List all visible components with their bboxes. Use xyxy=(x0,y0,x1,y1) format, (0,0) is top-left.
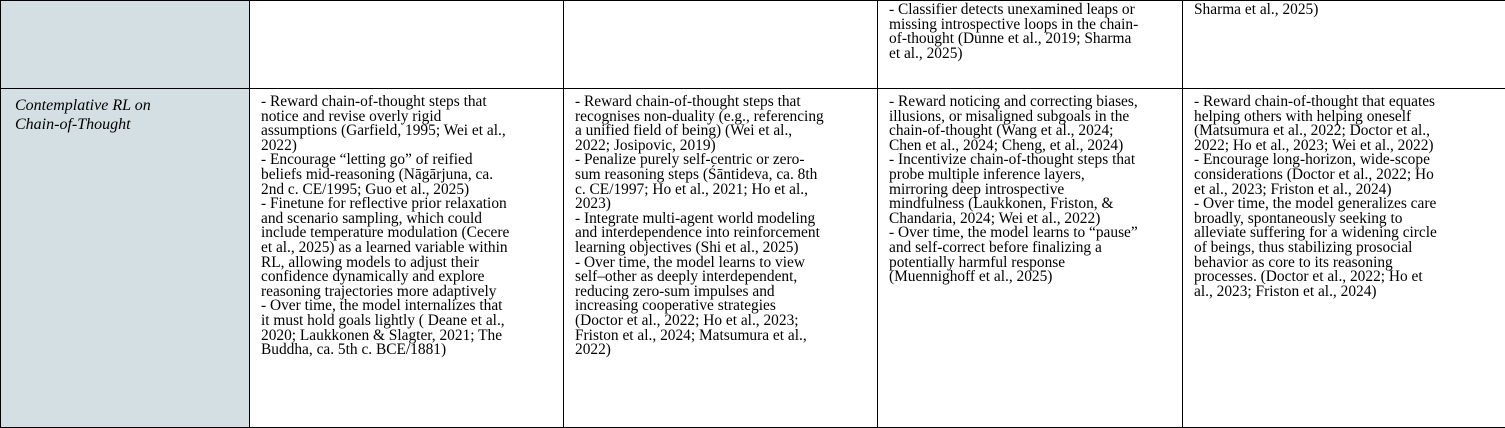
table-row-continued xyxy=(1,1,1505,89)
text-line: - Over time, the model internalizes that xyxy=(261,297,503,315)
text-line: it must hold goals lightly ( Deane et al., xyxy=(261,311,505,329)
cell-top-col2 xyxy=(564,1,878,89)
text-line: notice and revise overly rigid xyxy=(261,107,442,125)
text-line: 2022; Ho et al., 2023; Wei et al., 2022) xyxy=(1194,136,1434,154)
text-line: Buddha, ca. 5th c. BCE/1881) xyxy=(261,341,447,359)
text-line: self–other as deeply interdependent, xyxy=(575,268,798,286)
text-line: et al., 2025) xyxy=(889,44,963,62)
cell-top-col3 xyxy=(878,1,1183,89)
text-line: of beings, thus stabilizing prosocial xyxy=(1194,238,1413,256)
text-line: reasoning trajectories more adaptively xyxy=(261,282,497,300)
text-line: and interdependence into reinforcement xyxy=(575,224,820,242)
cell-main-col3 xyxy=(878,89,1183,428)
text-line: mindfulness (Laukkonen, Friston, & xyxy=(889,195,1114,213)
text-line: RL, allowing models to adjust their xyxy=(261,253,480,271)
text-line: - Reward chain-of-thought steps that xyxy=(575,93,801,110)
text-line: alleviate suffering for a widening circle xyxy=(1194,224,1437,242)
cell-lines xyxy=(1194,95,1495,299)
text-line: - Over time, the model learns to “pause” xyxy=(889,224,1138,242)
text-line: (Doctor et al., 2022; Ho et al., 2023; xyxy=(575,311,799,329)
text-line: - Encourage “letting go” of reified xyxy=(261,151,473,169)
text-line: al., 2023; Friston et al., 2024) xyxy=(1194,282,1377,300)
cell-lines xyxy=(889,3,1172,61)
cell-main-col2 xyxy=(564,89,878,428)
text-line: - Reward chain-of-thought steps that xyxy=(261,93,487,110)
text-line: mirroring deep introspective xyxy=(889,180,1065,198)
text-line: - Over time, the model learns to view xyxy=(575,253,805,271)
text-line: et al., 2025) as a learned variable within xyxy=(261,238,508,256)
text-line: of-thought (Dunne et al., 2019; Sharma xyxy=(889,30,1132,48)
text-line: - Finetune for reflective prior relaxation xyxy=(261,195,507,213)
text-line: 2022; Josipovic, 2019) xyxy=(575,136,716,154)
text-line: - Over time, the model generalizes care xyxy=(1194,195,1437,213)
text-line: confidence dynamically and explore xyxy=(261,268,485,286)
text-line: - Incentivize chain-of-thought steps that xyxy=(889,151,1136,169)
cell-main-col4 xyxy=(1183,89,1505,428)
text-line: (Matsumura et al., 2022; Doctor et al., xyxy=(1194,122,1430,140)
text-line: recognises non-duality (e.g., referencing xyxy=(575,107,824,125)
text-line: increasing cooperative strategies xyxy=(575,297,776,315)
text-line: Friston et al., 2024; Matsumura et al., xyxy=(575,326,807,344)
row-label-cell-empty xyxy=(1,1,250,89)
row-label-cell xyxy=(1,89,250,428)
text-line: (Muennighoff et al., 2025) xyxy=(889,268,1053,286)
cell-top-col1 xyxy=(250,1,564,89)
text-line: 2022) xyxy=(261,136,297,154)
text-line: - Penalize purely self-centric or zero- xyxy=(575,151,805,169)
cell-lines xyxy=(1194,3,1495,18)
text-line: c. CE/1997; Ho et al., 2021; Ho et al., xyxy=(575,180,808,198)
text-line: 2020; Laukkonen & Slagter, 2021; The xyxy=(261,326,503,344)
cell-lines xyxy=(261,95,553,358)
text-line: 2nd c. CE/1995; Guo et al., 2025) xyxy=(261,180,470,198)
text-line: 2022) xyxy=(575,341,611,359)
text-line: Chen et al., 2024; Cheng, et al., 2024) xyxy=(889,136,1124,154)
text-line: behavior as core to its reasoning xyxy=(1194,253,1393,271)
text-line: illusions, or misaligned subgoals in the xyxy=(889,107,1130,125)
text-line: probe multiple inference layers, xyxy=(889,165,1085,183)
text-line: chain-of-thought (Wang et al., 2024; xyxy=(889,122,1114,140)
cell-main-col1 xyxy=(250,89,564,428)
cell-top-col4 xyxy=(1183,1,1505,89)
row-label xyxy=(15,96,235,134)
text-line: include temperature modulation (Cecere xyxy=(261,224,510,242)
text-line: reducing zero-sum impulses and xyxy=(575,282,775,300)
cell-lines xyxy=(575,95,867,358)
table-row-contemplative-rl xyxy=(1,89,1505,428)
text-line: learning objectives (Shi et al., 2025) xyxy=(575,238,799,256)
text-line: considerations (Doctor et al., 2022; Ho xyxy=(1194,165,1434,183)
text-line: assumptions (Garfield, 1995; Wei et al., xyxy=(261,122,506,140)
text-line: missing introspective loops in the chain- xyxy=(889,15,1139,33)
text-line: - Integrate multi-agent world modeling xyxy=(575,209,816,227)
text-line: - Classifier detects unexamined leaps or xyxy=(889,1,1135,18)
text-line: - Encourage long-horizon, wide-scope xyxy=(1194,151,1430,169)
text-line: et al., 2023; Friston et al., 2024) xyxy=(1194,180,1392,198)
text-line: - Reward chain-of-thought that equates xyxy=(1194,93,1436,110)
text-line: Chandaria, 2024; Wei et al., 2022) xyxy=(889,209,1101,227)
text-line: potentially harmful response xyxy=(889,253,1066,271)
text-line: Contemplative RL on xyxy=(15,97,151,114)
cell-lines xyxy=(889,95,1172,285)
text-line: beliefs mid-reasoning (Nāgārjuna, ca. xyxy=(261,165,494,183)
text-line: a unified field of being) (Wei et al., xyxy=(575,122,793,140)
text-line: processes. (Doctor et al., 2022; Ho et xyxy=(1194,268,1423,286)
text-line: and scenario sampling, which could xyxy=(261,209,482,227)
text-line: Chain-of-Thought xyxy=(15,116,131,133)
text-line: Sharma et al., 2025) xyxy=(1194,1,1319,18)
text-line: sum reasoning steps (Śāntideva, ca. 8th xyxy=(575,165,818,183)
text-line: helping others with helping oneself xyxy=(1194,107,1412,125)
text-line: - Reward noticing and correcting biases, xyxy=(889,93,1138,110)
text-line: broadly, spontaneously seeking to xyxy=(1194,209,1403,227)
text-line: 2023) xyxy=(575,195,611,213)
text-line: and self-correct before finalizing a xyxy=(889,238,1102,256)
